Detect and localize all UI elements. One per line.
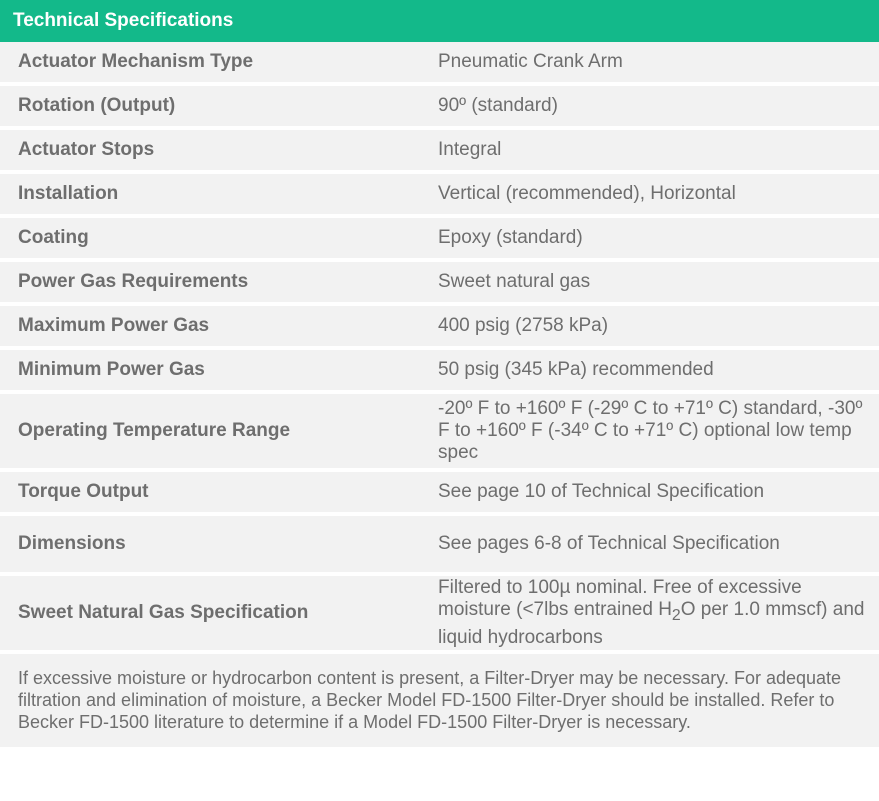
spec-value: Pneumatic Crank Arm	[420, 42, 879, 84]
spec-label: Power Gas Requirements	[0, 260, 420, 304]
table-row	[0, 348, 879, 392]
spec-label: Minimum Power Gas	[0, 348, 420, 392]
note-row	[0, 652, 879, 747]
spec-value: Epoxy (standard)	[420, 216, 879, 260]
table-row	[0, 260, 879, 304]
table-row	[0, 514, 879, 574]
spec-value-part: Filtered to 100µ nominal. Free of excessive moisture (<7lbs entrained H	[438, 577, 802, 621]
spec-label: Rotation (Output)	[0, 84, 420, 128]
table-title: Technical Specifications	[0, 0, 879, 42]
spec-value: Sweet natural gas	[420, 260, 879, 304]
spec-value: 400 psig (2758 kPa)	[420, 304, 879, 348]
spec-label: Actuator Mechanism Type	[0, 42, 420, 84]
spec-value: 50 psig (345 kPa) recommended	[420, 348, 879, 392]
spec-label: Operating Temperature Range	[0, 392, 420, 470]
spec-label: Torque Output	[0, 470, 420, 514]
table-row	[0, 172, 879, 216]
spec-value: See pages 6-8 of Technical Specification	[420, 514, 879, 574]
table-row	[0, 128, 879, 172]
table-row	[0, 216, 879, 260]
spec-label: Actuator Stops	[0, 128, 420, 172]
table-row	[0, 304, 879, 348]
spec-value: -20º F to +160º F (-29º C to +71º C) standard, -30º F to +160º F (-34º C to +71º C) optional low temp spec	[420, 392, 879, 470]
spec-label: Sweet Natural Gas Specification	[0, 574, 420, 652]
spec-value: 90º (standard)	[420, 84, 879, 128]
table-row	[0, 470, 879, 514]
spec-value-part: O per 1.0 mmscf) and liquid hydrocarbons	[438, 599, 865, 648]
spec-label: Coating	[0, 216, 420, 260]
spec-value: Vertical (recommended), Horizontal	[420, 172, 879, 216]
table-row	[0, 574, 879, 652]
spec-label: Installation	[0, 172, 420, 216]
table-title-row	[0, 0, 879, 42]
spec-label: Dimensions	[0, 514, 420, 574]
spec-value: See page 10 of Technical Specification	[420, 470, 879, 514]
table-row	[0, 42, 879, 84]
table-row	[0, 392, 879, 470]
spec-label: Maximum Power Gas	[0, 304, 420, 348]
spec-value	[420, 574, 879, 652]
filter-dryer-note: If excessive moisture or hydrocarbon content is present, a Filter-Dryer may be necessary. For adequate filtration and elimination of moisture, a Becker Model FD-1500 Filter-Dryer should be installed. Refer to Becker FD-1500 literature to determine if a Model FD-1500 Filter-Dryer is necessary.	[0, 654, 879, 747]
spec-value: Integral	[420, 128, 879, 172]
subscript-2: 2	[671, 606, 681, 624]
table-row	[0, 84, 879, 128]
